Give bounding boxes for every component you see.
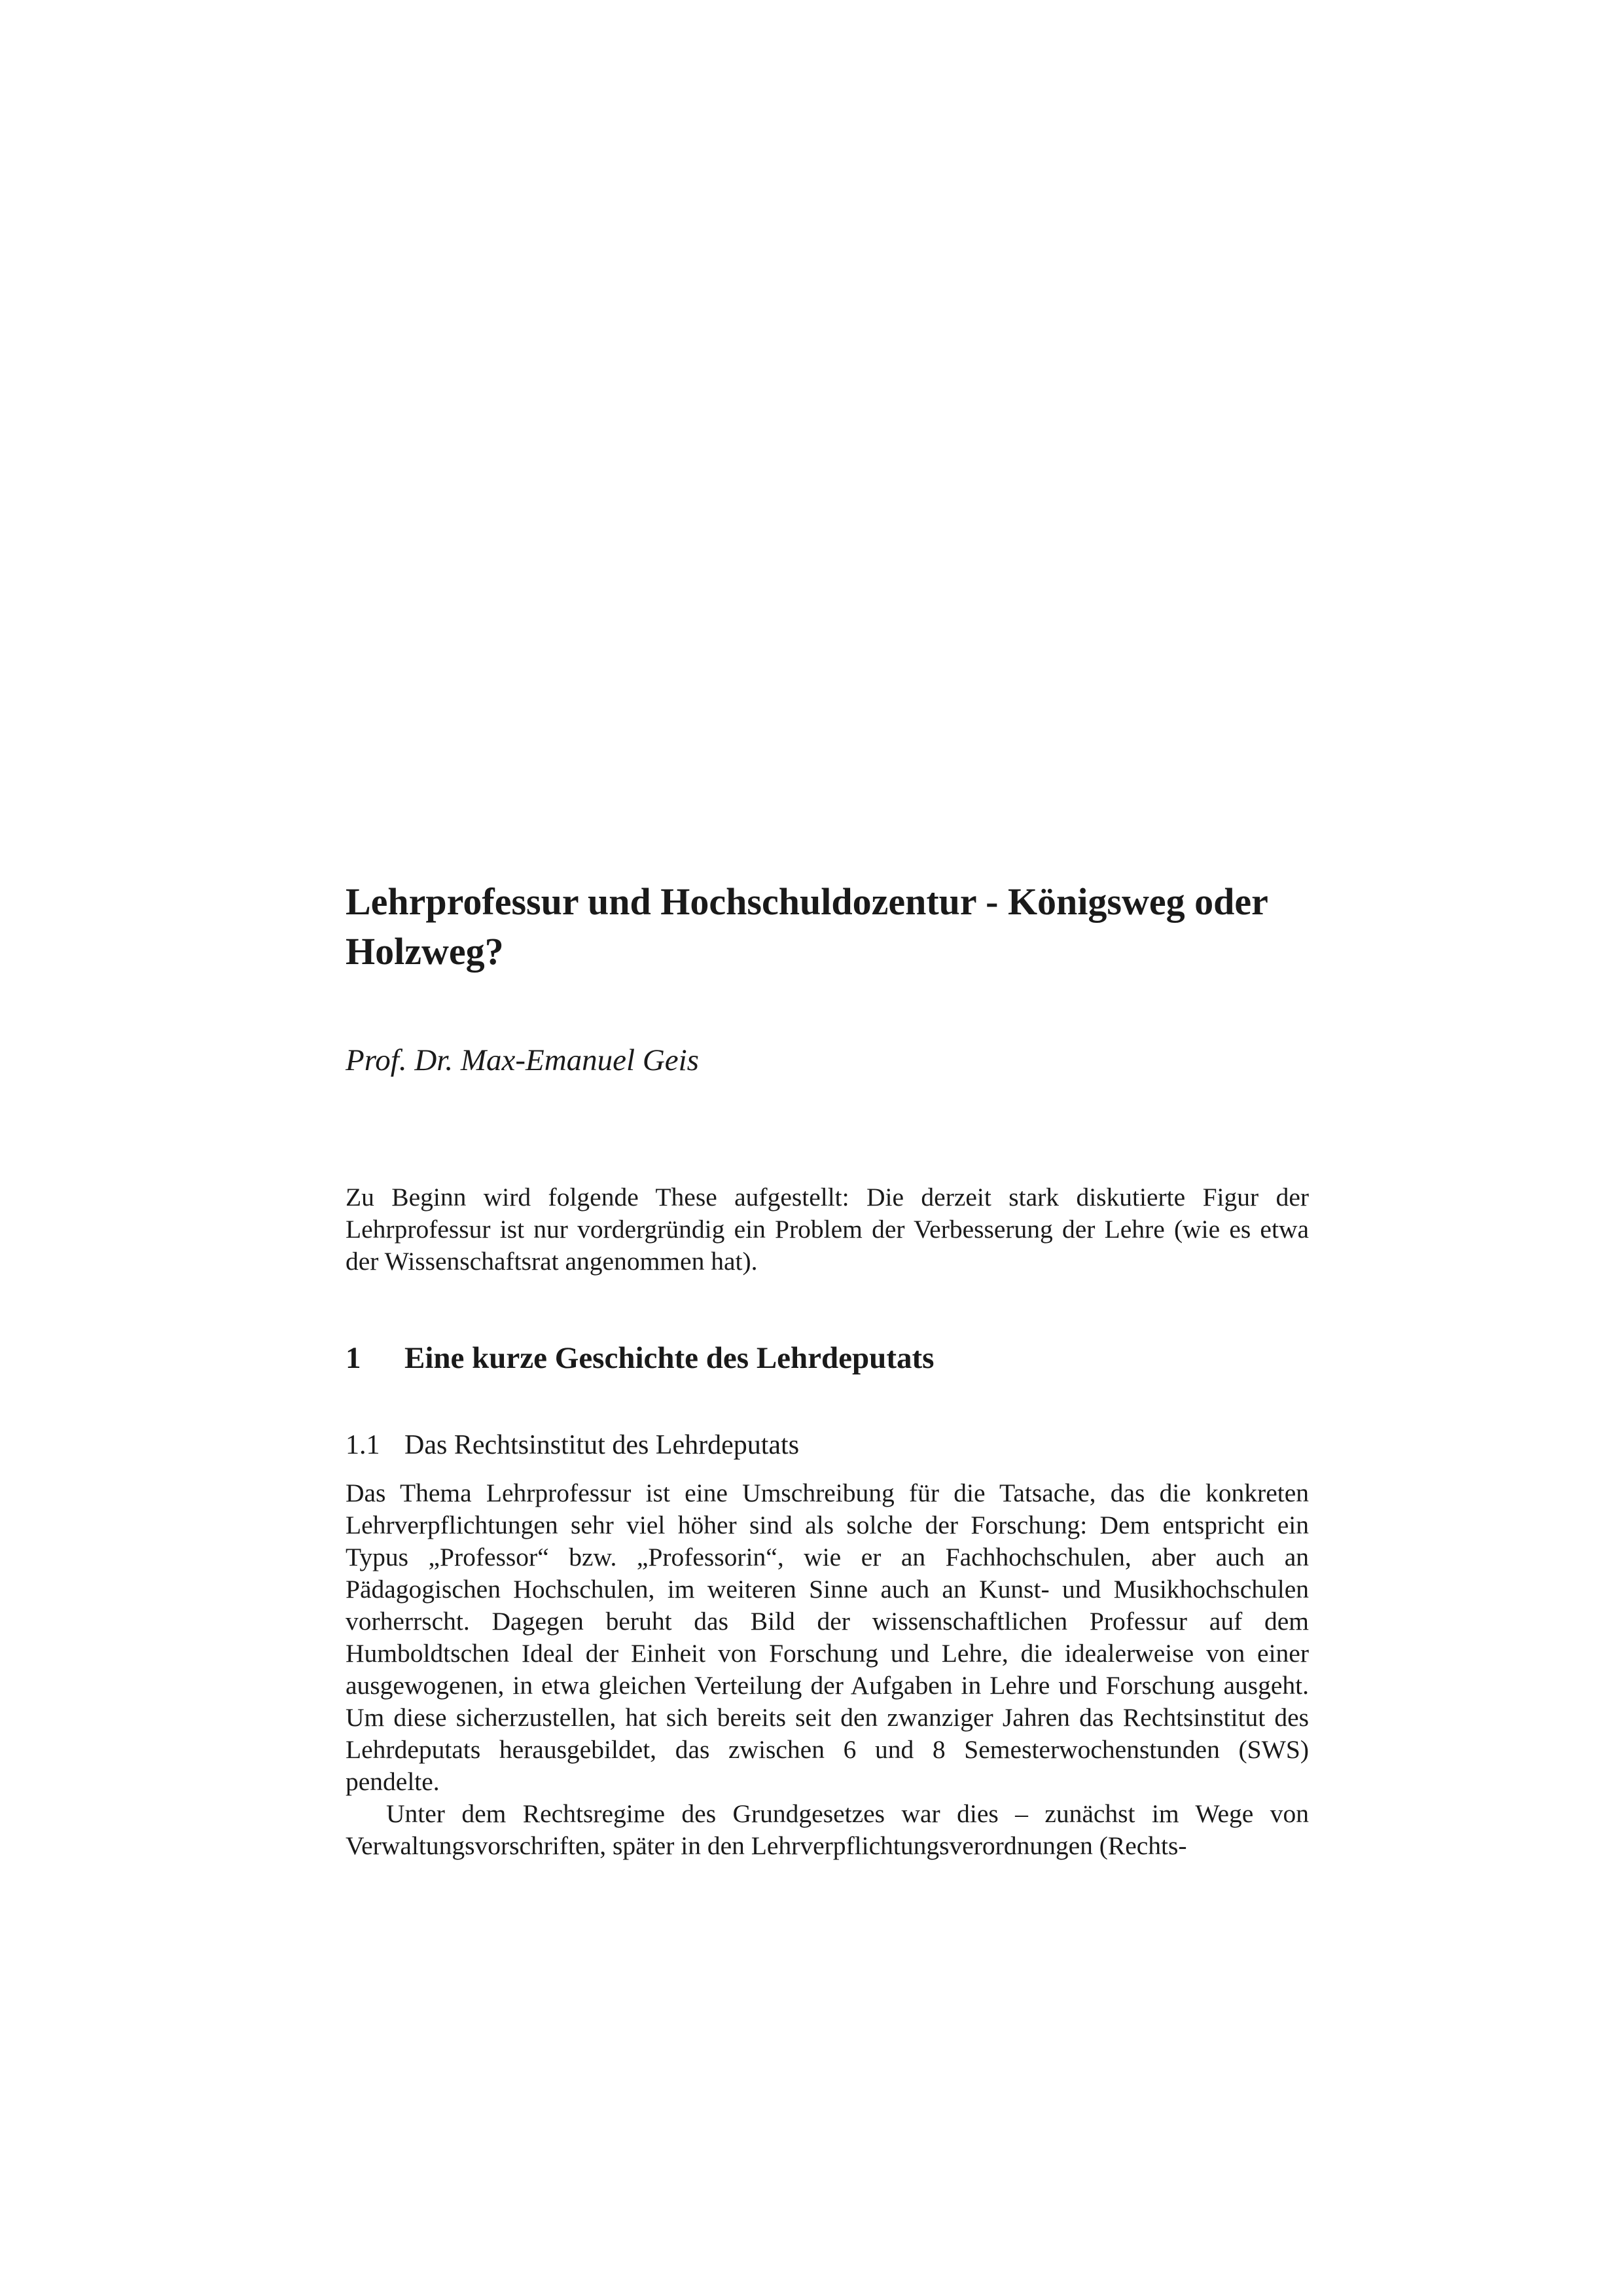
subsection-heading xyxy=(346,1427,799,1463)
body-paragraph-1: Das Thema Lehrprofessur ist eine Umschreibung für die Tatsache, das die konkreten Lehrverpflichtungen sehr viel höher sind als solche der Forschung: Dem entspricht ein Typus „Professor“ bzw. „Professorin“, wie er an Fachhochschulen, aber auch an Pädagogischen Hochschulen, im weiteren Sinne auch an Kunst- und Musikhochschulen vorherrscht. Dagegen beruht das Bild der wissenschaftlichen Professur auf dem Humboldtschen Ideal der Einheit von Forschung und Lehre, die idealerweise von einer ausgewogenen, in etwa gleichen Verteilung der Aufgaben in Lehre und Forschung ausgeht. Um diese sicherzustellen, hat sich bereits seit den zwanziger Jahren das Rechtsinstitut des Lehrdeputats herausgebildet, das zwischen 6 und 8 Semesterwochenstunden (SWS) pendelte. xyxy=(346,1479,1309,1796)
section-number: 1 xyxy=(346,1341,361,1375)
body-text xyxy=(346,1477,1309,1862)
subsection-number: 1.1 xyxy=(346,1430,380,1460)
body-paragraph-2: Unter dem Rechtsregime des Grundgesetzes war dies – zunächst im Wege von Verwaltungsvorschriften, später in den Lehrverpflichtungsverordnungen (Rechts- xyxy=(346,1799,1309,1860)
section-title: Eine kurze Geschichte des Lehrdeputats xyxy=(404,1341,935,1375)
author-name: Prof. Dr. Max-Emanuel Geis xyxy=(346,1043,699,1077)
section-heading xyxy=(346,1338,934,1378)
document-title: Lehrprofessur und Hochschuldozentur - Königsweg oder Holzweg? xyxy=(346,880,1268,973)
abstract-paragraph: Zu Beginn wird folgende These aufgestellt: Die derzeit stark diskutierte Figur der Lehrprofessur ist nur vordergründig ein Problem der Verbesserung der Lehre (wie es etwa der Wissenschaftsrat angenommen hat). xyxy=(346,1183,1309,1276)
subsection-title: Das Rechtsinstitut des Lehrdeputats xyxy=(404,1430,800,1460)
